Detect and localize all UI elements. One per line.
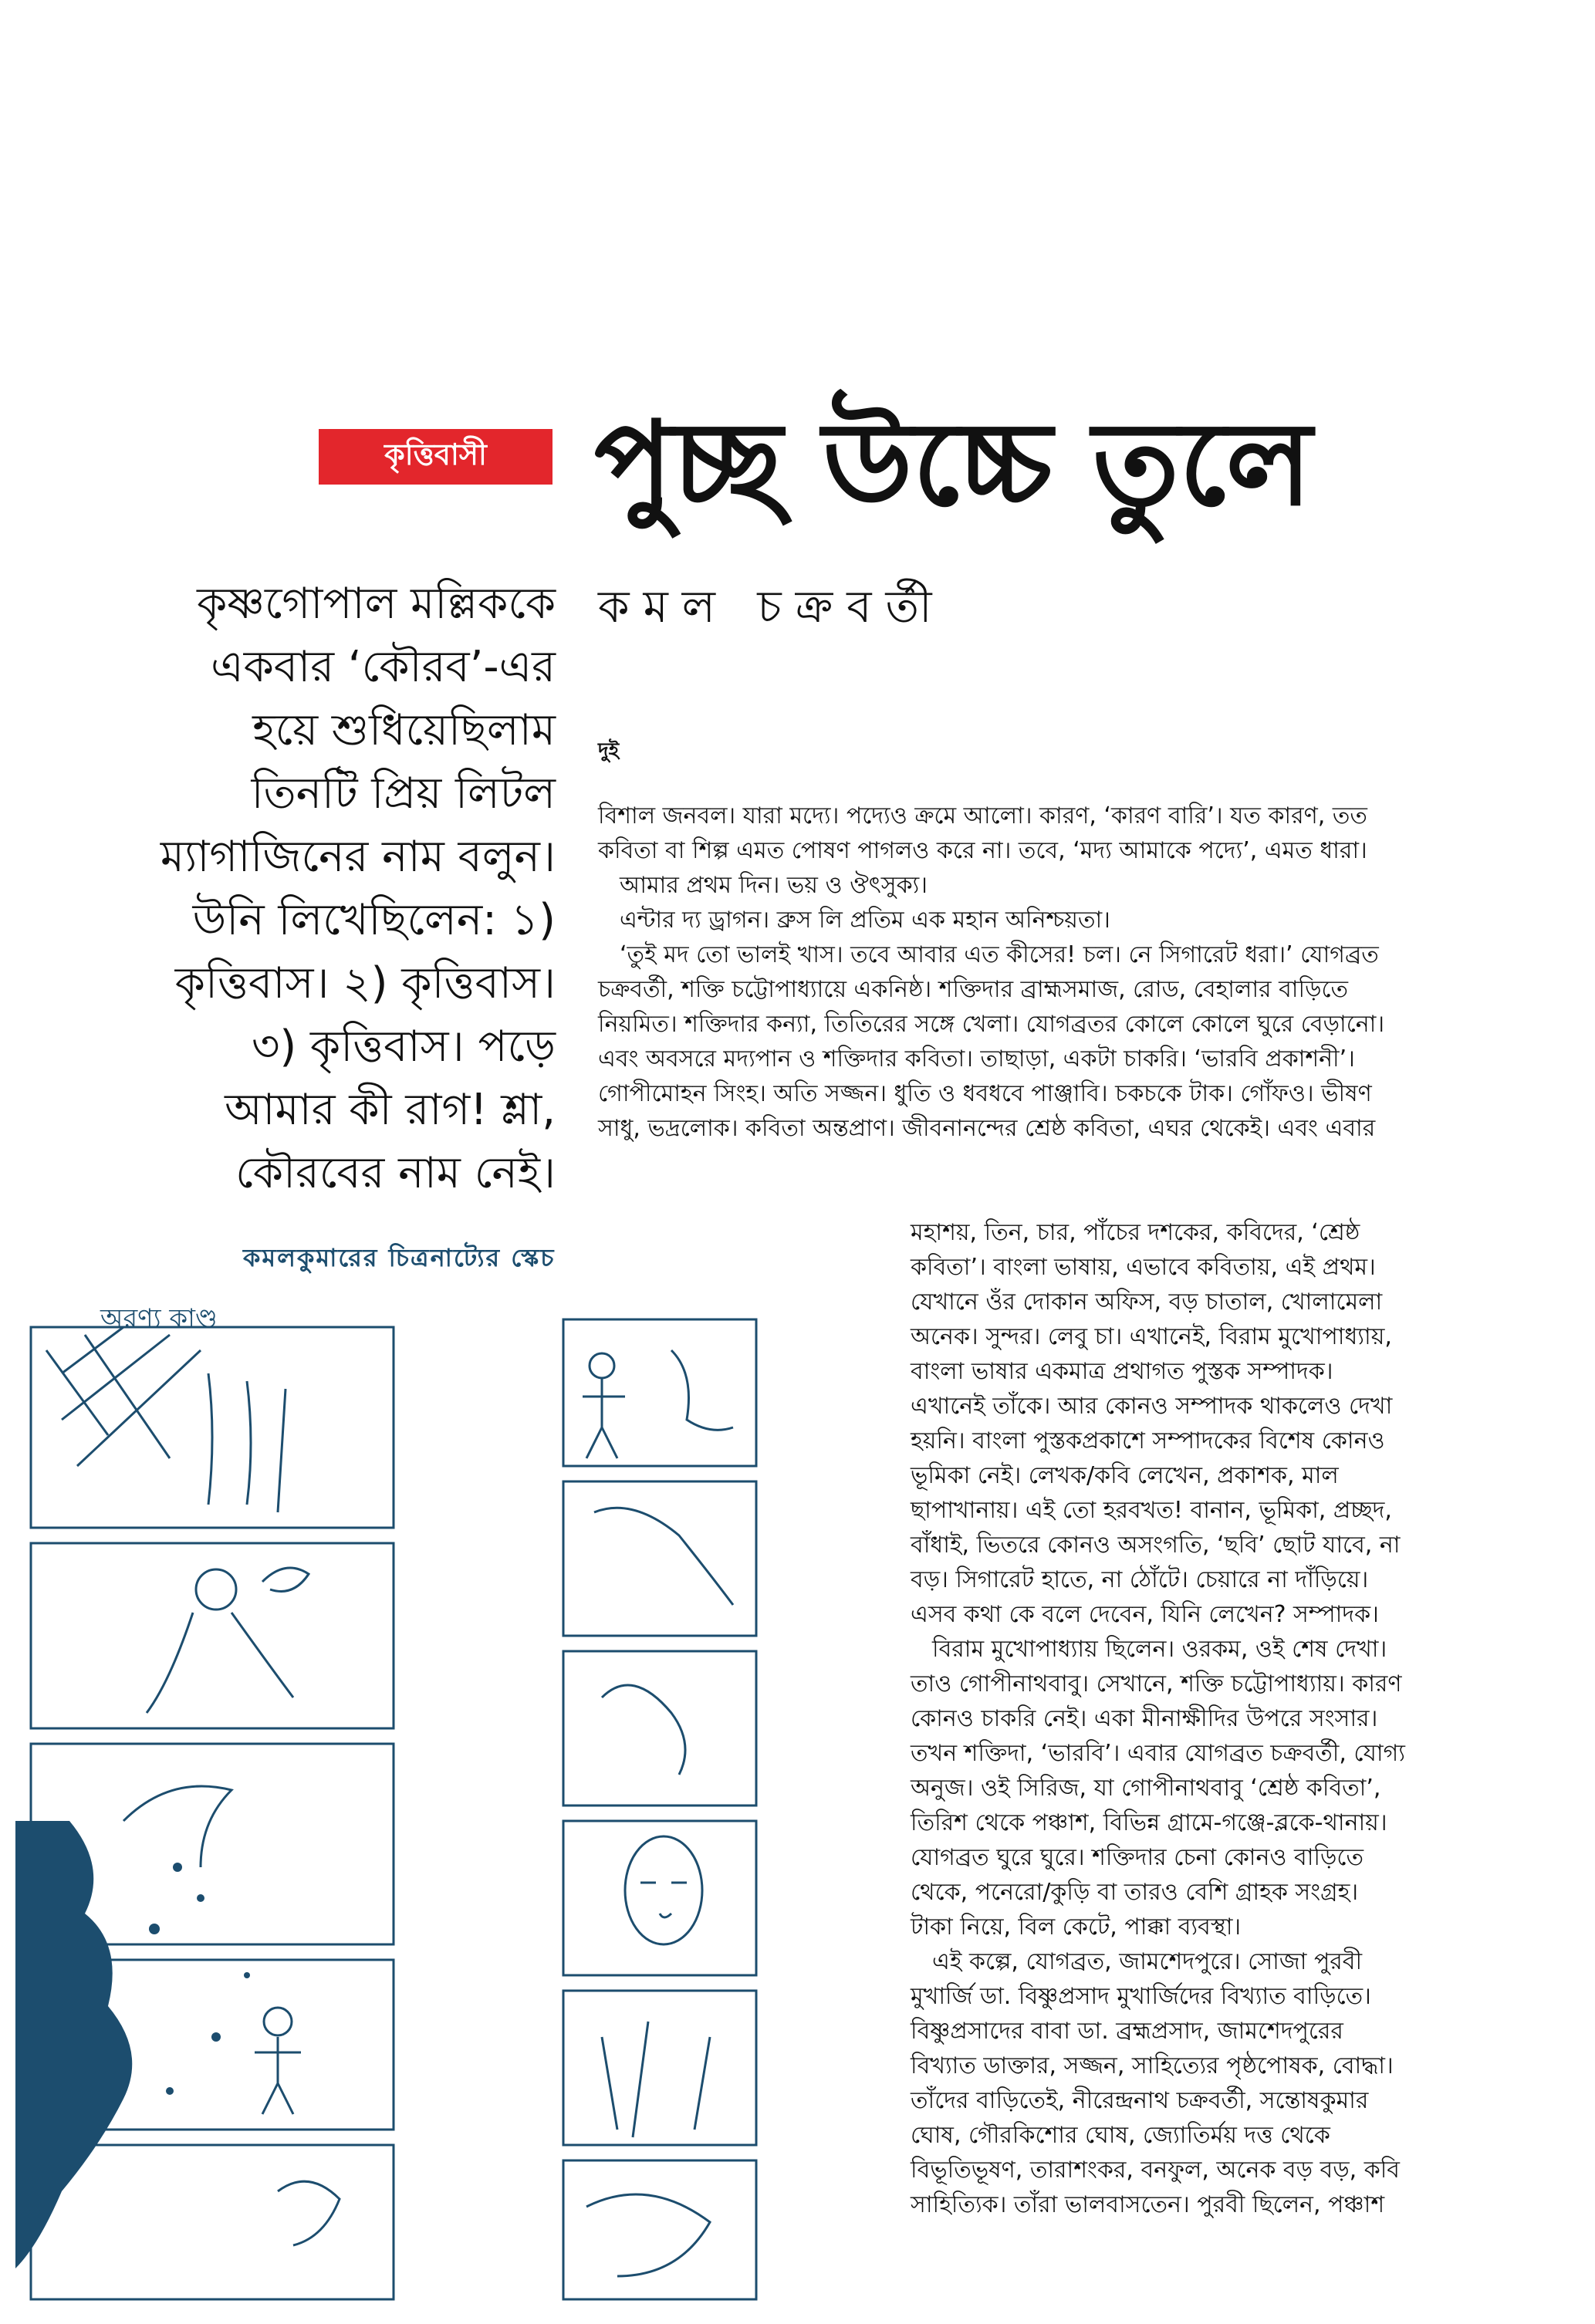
body-line: নিয়মিত। শক্তিদার কন্যা, তিতিরের সঙ্গে খেলা। যোগব্রতর কোলে কোলে ঘুরে বেড়ানো।	[598, 1011, 1385, 1038]
pull-quote-line: ৩) কৃত্তিবাস। পড়ে	[251, 1022, 556, 1072]
sketch-panel	[563, 1821, 756, 1975]
body-line: বিশাল জনবল। যারা মদ্যে। পদ্যেও ক্রমে আলো। কারণ, ‘কারণ বারি’। যত কারণ, তত	[598, 802, 1367, 829]
body-line: যেখানে ওঁর দোকান অফিস, বড় চাতাল, খোলামেলা	[911, 1289, 1383, 1316]
sketch-panel	[563, 1481, 756, 1636]
body-line: ঘোষ, গৌরকিশোর ঘোষ, জ্যোতির্ময় দত্ত থেকে	[911, 2122, 1330, 2149]
body-line: তাঁদের বাড়িতেই, নীরেন্দ্রনাথ চক্রবর্তী, সন্তোষকুমার	[911, 2087, 1369, 2114]
sketch-caption: কমলকুমারের চিত্রনাট্যের স্কেচ	[243, 1243, 556, 1272]
body-line: বিভূতিভূষণ, তারাশংকর, বনফুল, অনেক বড় বড়, কবি	[911, 2157, 1400, 2184]
body-line: এবং অবসরে মদ্যপান ও শক্তিদার কবিতা। তাছাড়া, একটা চাকরি। ‘ভারবি প্রকাশনী’।	[598, 1045, 1355, 1072]
ink-blot	[15, 1821, 132, 2268]
pull-quote-line: কৃষ্ণগোপাল মল্লিককে	[197, 579, 556, 629]
body-line: এন্টার দ্য ড্রাগন। ব্রুস লি প্রতিম এক মহান অনিশ্চয়তা।	[620, 907, 1110, 934]
body-line: বাংলা ভাষার একমাত্র প্রথাগত পুস্তক সম্পাদক।	[911, 1358, 1333, 1385]
pull-quote-line: হয়ে শুধিয়েছিলাম	[252, 705, 556, 755]
sketch-panel	[563, 2160, 756, 2299]
sketch-panel	[31, 2145, 394, 2299]
body-line: মুখার্জি ডা. বিষ্ণুপ্রসাদ মুখার্জিদের বিখ্যাত বাড়িতে।	[911, 1983, 1371, 2010]
pull-quote-line: কৃত্তিবাস। ২) কৃত্তিবাস।	[174, 958, 556, 1008]
sketch-panel	[563, 1319, 756, 1466]
sketch-panel	[563, 1991, 756, 2145]
body-line: অনেক। সুন্দর। লেবু চা। এখানেই, বিরাম মুখোপাধ্যায়,	[911, 1323, 1392, 1350]
body-line: আমার প্রথম দিন। ভয় ও ঔৎসুক্য।	[620, 872, 928, 899]
pull-quote-line: উনি লিখেছিলেন: ১)	[192, 895, 556, 945]
body-line: ছাপাখানায়। এই তো হরবখত! বানান, ভূমিকা, প্রচ্ছদ,	[911, 1497, 1392, 1524]
pull-quote-line: একবার ‘কৌরব’-এর	[211, 642, 556, 692]
body-line: ‘তুই মদ তো ভালই খাস। তবে আবার এত কীসের! চল। নে সিগারেট ধরা।’ যোগব্রত	[620, 941, 1379, 968]
pull-quote-line: আমার কী রাগ! শ্লা,	[225, 1085, 556, 1135]
body-line: এই কল্পে, যোগব্রত, জামশেদপুরে। সোজা পুরবী	[932, 1948, 1363, 1975]
article-title: পুচ্ছ উচ্চে তুলে	[594, 397, 1313, 532]
article-body-bottom	[911, 1215, 1420, 2222]
body-line: এসব কথা কে বলে দেবেন, যিনি লেখেন? সম্পাদক।	[911, 1601, 1379, 1628]
sketch-header-text: অরণ্য কাণ্ড	[100, 1303, 218, 1334]
body-line: থেকে, পনেরো/কুড়ি বা তারও বেশি গ্রাহক সংগ্রহ।	[911, 1879, 1359, 1906]
body-line: সাধু, ভদ্রলোক। কবিতা অন্তপ্রাণ। জীবনানন্দের শ্রেষ্ঠ কবিতা, এঘর থেকেই। এবং এবার	[598, 1115, 1376, 1142]
body-line: কবিতা বা শিল্প এমত পোষণ পাগলও করে না। তবে, ‘মদ্য আমাকে পদ্যে’, এমত ধারা।	[598, 837, 1367, 864]
body-line: হয়নি। বাংলা পুস্তকপ্রকাশে সম্পাদকের বিশেষ কোনও	[911, 1427, 1385, 1454]
body-line: গোপীমোহন সিংহ। অতি সজ্জন। ধুতি ও ধবধবে পাঞ্জাবি। চকচকে টাক। গোঁফও। ভীষণ	[598, 1080, 1372, 1107]
sketch-panel	[563, 1651, 756, 1805]
body-line: বাঁধাই, ভিতরে কোনও অসংগতি, ‘ছবি’ ছোট যাবে, না	[911, 1532, 1401, 1559]
body-line: তিরিশ থেকে পঞ্চাশ, বিভিন্ন গ্রামে-গঞ্জে-ব্লকে-থানায়।	[911, 1809, 1387, 1836]
pull-quote-line: তিনটি প্রিয় লিটল	[251, 768, 556, 819]
body-line: যোগব্রত ঘুরে ঘুরে। শক্তিদার চেনা কোনও বাড়িতে	[911, 1844, 1364, 1871]
body-line: কবিতা’। বাংলা ভাষায়, এভাবে কবিতায়, এই প্রথম।	[911, 1254, 1376, 1281]
body-line: বিরাম মুখোপাধ্যায় ছিলেন। ওরকম, ওই শেষ দেখা।	[932, 1636, 1387, 1663]
section-tag: কৃত্তিবাসী	[319, 429, 553, 485]
section-number: দুই	[598, 739, 620, 762]
body-line: সাহিত্যিক। তাঁরা ভালবাসতেন। পুরবী ছিলেন, পঞ্চাশ	[911, 2191, 1385, 2218]
body-line: মহাশয়, তিন, চার, পাঁচের দশকের, কবিদের, ‘শ্রেষ্ঠ	[911, 1219, 1360, 1246]
body-line: টাকা নিয়ে, বিল কেটে, পাক্কা ব্যবস্থা।	[911, 1914, 1242, 1941]
body-line: বড়। সিগারেট হাতে, না ঠোঁটে। চেয়ারে না দাঁড়িয়ে।	[911, 1566, 1369, 1593]
body-line: ভূমিকা নেই। লেখক/কবি লেখেন, প্রকাশক, মাল	[911, 1462, 1339, 1489]
body-line: চক্রবর্তী, শক্তি চট্টোপাধ্যায়ে একনিষ্ঠ। শক্তিদার ব্রাহ্মসমাজ, রোড, বেহালার বাড়িতে	[598, 976, 1349, 1003]
pull-quote-line: কৌরবের নাম নেই।	[235, 1148, 556, 1198]
article-body-top	[598, 799, 1420, 1146]
author-name: কমল চক্রবর্তী	[598, 580, 946, 633]
storyboard-sketch-drawing	[15, 1281, 864, 2315]
body-line: কোনও চাকরি নেই। একা মীনাক্ষীদির উপরে সংসার।	[911, 1705, 1378, 1732]
pull-quote-line: ম্যাগাজিনের নাম বলুন।	[160, 832, 556, 882]
body-line: বিষ্ণুপ্রসাদের বাবা ডা. ব্রহ্মপ্রসাদ, জামশেদপুরের	[911, 2018, 1343, 2045]
body-line: তাও গোপীনাথবাবু। সেখানে, শক্তি চট্টোপাধ্যায়। কারণ	[911, 1670, 1402, 1697]
body-line: তখন শক্তিদা, ‘ভারবি’। এবার যোগব্রত চক্রবর্তী, যোগ্য	[911, 1740, 1405, 1767]
body-line: বিখ্যাত ডাক্তার, সজ্জন, সাহিত্যের পৃষ্ঠপোষক, বোদ্ধা।	[911, 2052, 1394, 2079]
pull-quote	[154, 573, 556, 1205]
body-line: অনুজ। ওই সিরিজ, যা গোপীনাথবাবু ‘শ্রেষ্ঠ কবিতা’,	[911, 1775, 1381, 1802]
body-line: এখানেই তাঁকে। আর কোনও সম্পাদক থাকলেও দেখা	[911, 1393, 1393, 1420]
storyboard-sketch-image	[15, 1281, 864, 2315]
